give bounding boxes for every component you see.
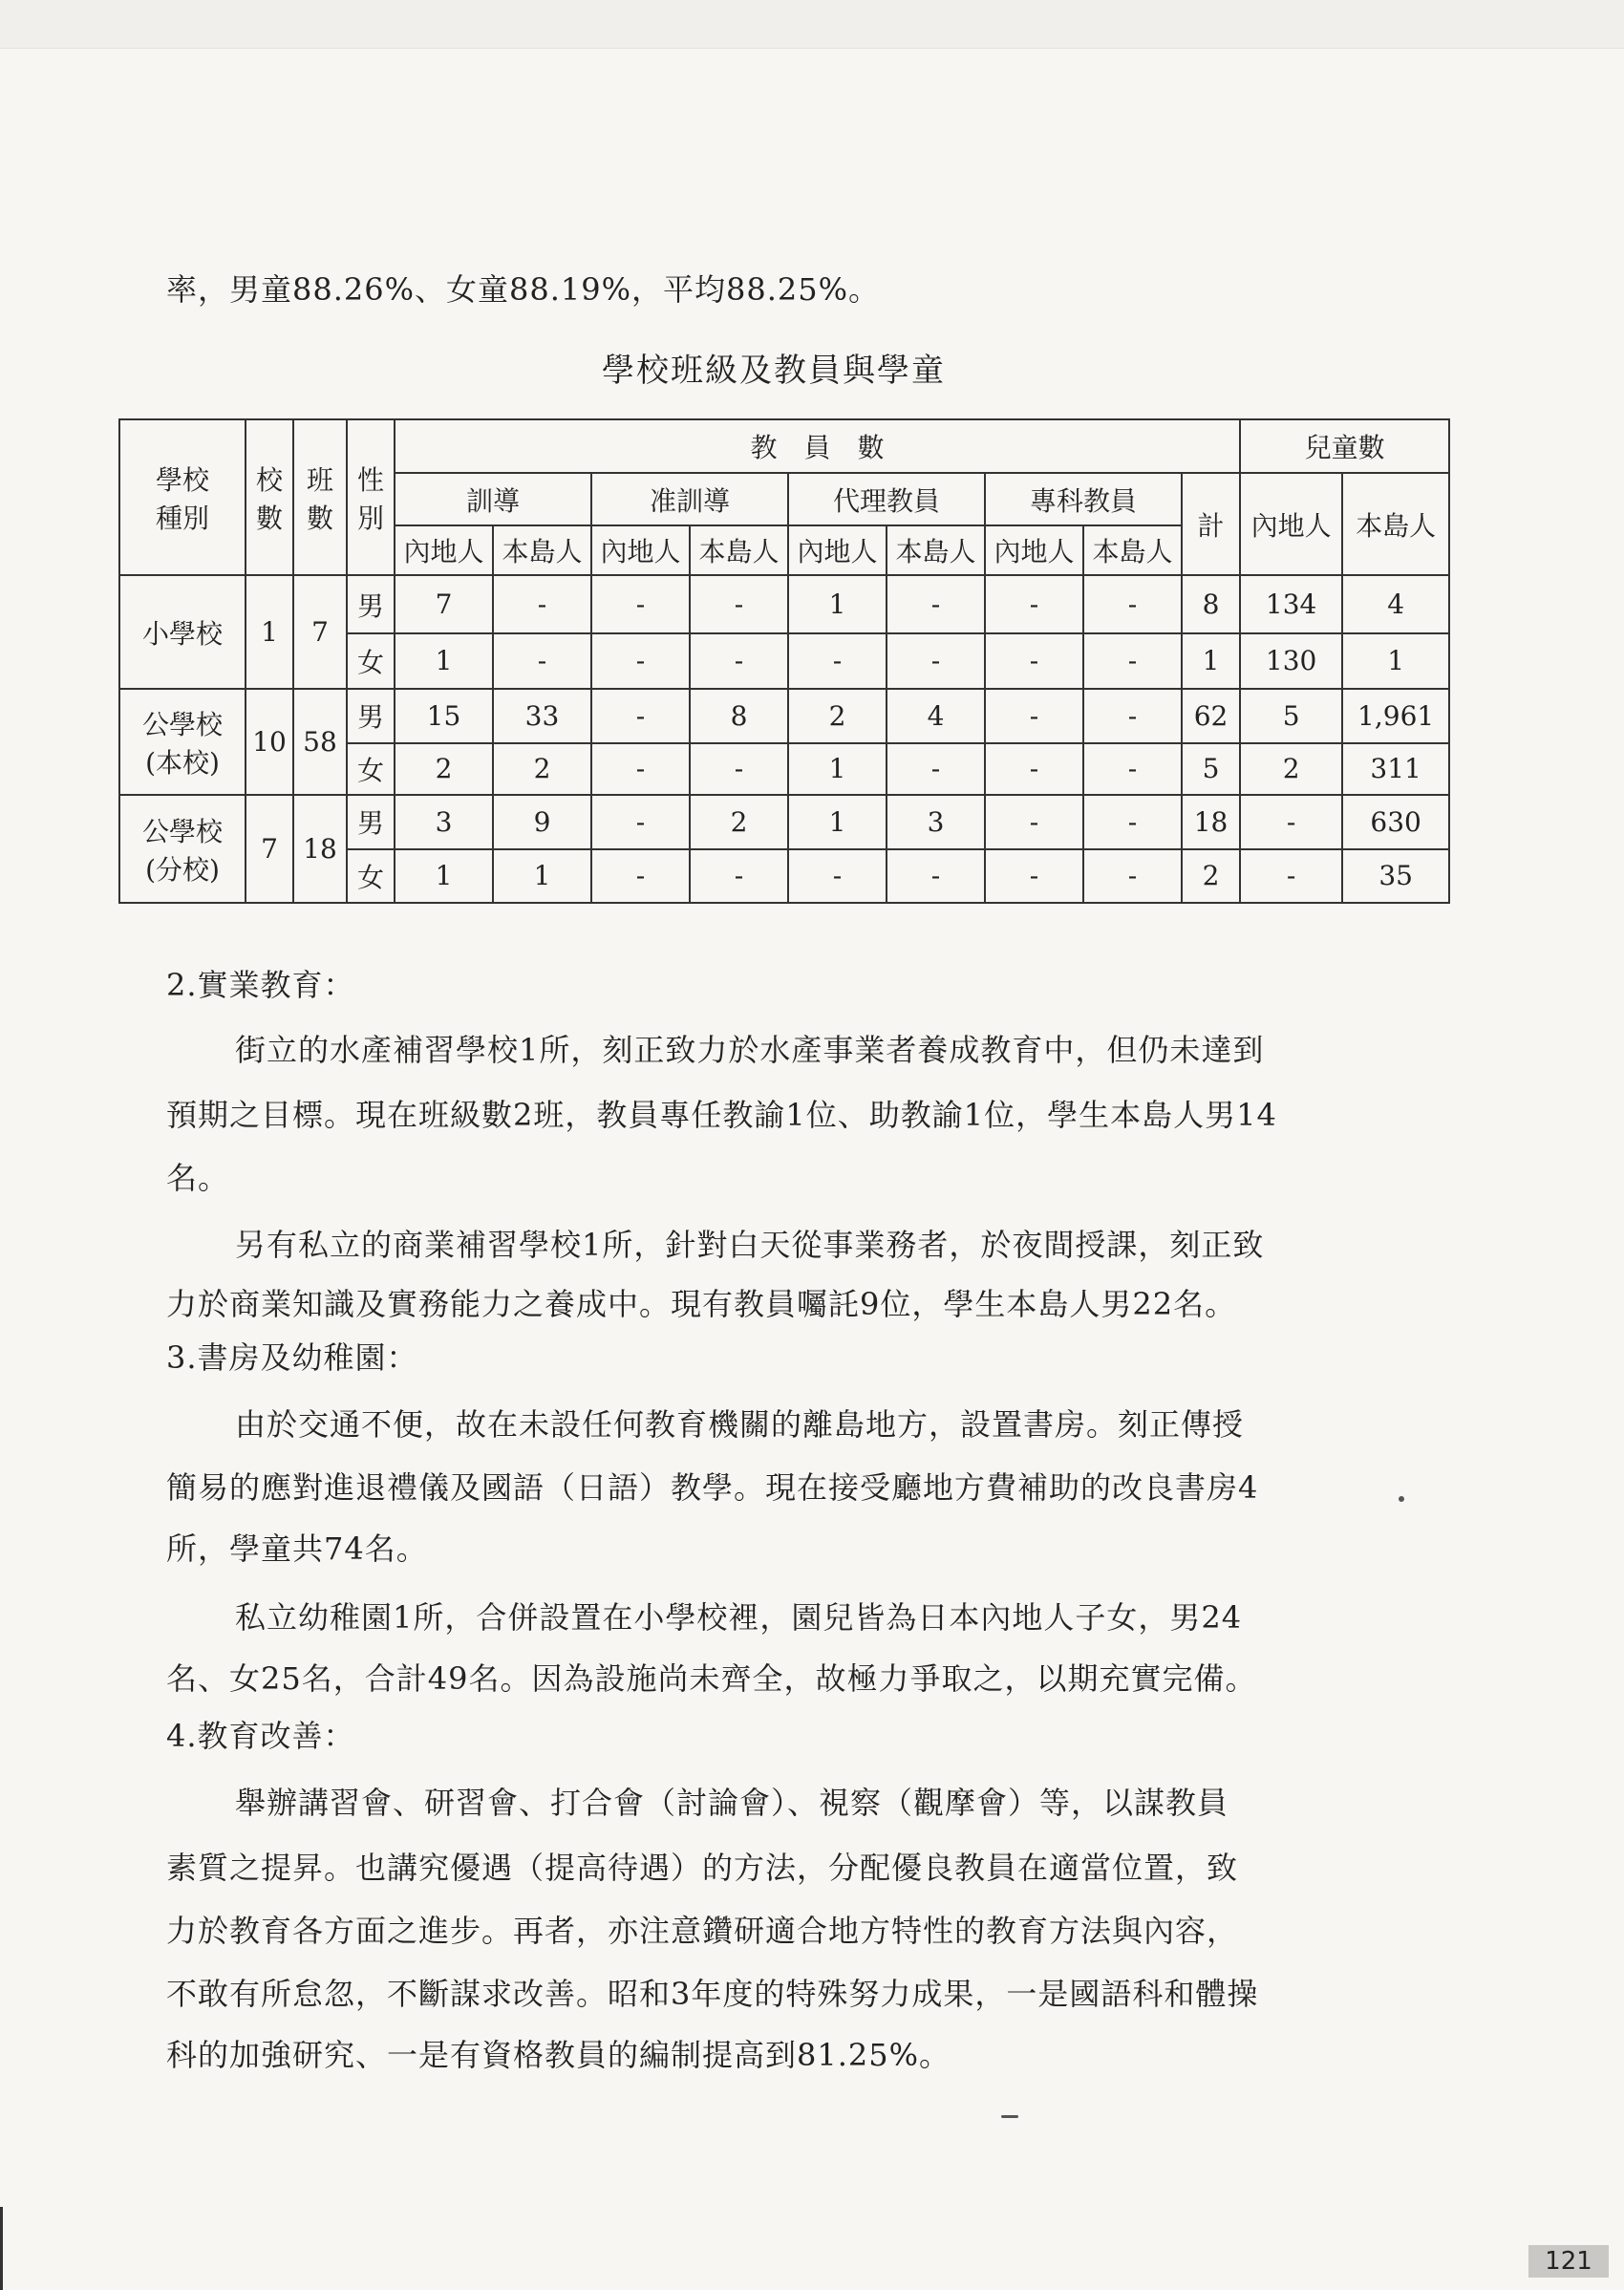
table-cell: - <box>1083 743 1182 795</box>
sex-cell: 女 <box>347 849 395 904</box>
header-honto: 本島人 <box>1083 525 1182 575</box>
header-teachers: 教 員 數 <box>395 419 1240 473</box>
header-naichi: 內地人 <box>395 525 493 575</box>
school-type-cell <box>119 575 246 689</box>
table-cell: 1 <box>788 575 887 632</box>
header-sex <box>347 419 395 575</box>
school-type-name: 小學校 <box>141 617 223 650</box>
header-text: 種別 <box>155 502 209 534</box>
table-cell: - <box>887 575 985 632</box>
header-text: 學校 <box>155 463 209 496</box>
table-cell: - <box>591 575 690 632</box>
table-cell: - <box>591 689 690 742</box>
sex-cell: 女 <box>347 743 395 795</box>
header-text: 數 <box>306 502 333 534</box>
class-count-cell: 18 <box>293 795 347 903</box>
header-total: 計 <box>1182 473 1240 575</box>
table-cell: - <box>887 743 985 795</box>
table-cell: 62 <box>1182 689 1240 742</box>
table-row <box>119 575 1449 632</box>
table-caption: 學校班級及教員與學童 <box>602 352 946 390</box>
table-cell: 2 <box>395 743 493 795</box>
sex-cell: 男 <box>347 795 395 848</box>
paragraph-line: 素質之提昇。也講究優遇（提高待遇）的方法，分配優良教員在適當位置，致 <box>166 1850 1239 1886</box>
header-children-honto: 本島人 <box>1342 473 1449 575</box>
table-cell: - <box>690 633 788 689</box>
table-cell: 2 <box>690 795 788 848</box>
header-school-type <box>119 419 246 575</box>
table-cell: 1 <box>788 743 887 795</box>
section-heading: 2.實業教育： <box>166 967 355 1003</box>
table-cell: 1 <box>493 849 591 904</box>
table-cell: 134 <box>1240 575 1342 632</box>
table-cell: - <box>788 849 887 904</box>
table-cell: - <box>985 849 1083 904</box>
table-cell: - <box>1083 689 1182 742</box>
table-cell: 1,961 <box>1342 689 1449 742</box>
table-cell: - <box>887 849 985 904</box>
paragraph-line: 另有私立的商業補習學校1所，針對白天從事業務者，於夜間授課，刻正致 <box>235 1227 1265 1263</box>
table-cell: - <box>690 575 788 632</box>
header-honto: 本島人 <box>887 525 985 575</box>
paragraph-line: 舉辦講習會、研習會、打合會（討論會）、視察（觀摩會）等，以謀教員 <box>235 1785 1229 1821</box>
table-cell: 1 <box>395 849 493 904</box>
table-cell: - <box>985 743 1083 795</box>
scan-speck <box>1001 2115 1018 2118</box>
school-statistics-table <box>118 418 1450 904</box>
school-type-subname: (本校) <box>145 746 220 779</box>
table-cell: - <box>985 689 1083 742</box>
school-count-cell: 1 <box>246 575 293 689</box>
school-type-cell <box>119 795 246 903</box>
sex-cell: 男 <box>347 575 395 632</box>
table-cell: 1 <box>788 795 887 848</box>
paragraph-line: 所，學童共74名。 <box>166 1530 428 1567</box>
table-cell: 9 <box>493 795 591 848</box>
table-cell: - <box>985 575 1083 632</box>
table-cell: 2 <box>788 689 887 742</box>
paragraph-line: 街立的水產補習學校1所，刻正致力於水產事業者養成教育中，但仍未達到 <box>235 1032 1265 1068</box>
paragraph-line: 率，男童88.26%、女童88.19%，平均88.25%。 <box>166 271 881 308</box>
header-text: 校 <box>255 463 283 496</box>
table-cell: - <box>591 743 690 795</box>
table-cell: 33 <box>493 689 591 742</box>
paragraph-line: 簡易的應對進退禮儀及國語（日語）教學。現在接受廳地方費補助的改良書房4 <box>166 1469 1259 1506</box>
table-cell: - <box>591 795 690 848</box>
table-cell: - <box>1083 575 1182 632</box>
header-text: 數 <box>255 502 283 534</box>
table-cell: 5 <box>1240 689 1342 742</box>
table-cell: 8 <box>1182 575 1240 632</box>
header-kundo: 訓導 <box>395 473 591 524</box>
sex-cell: 女 <box>347 633 395 689</box>
header-text: 班 <box>306 463 333 496</box>
table-cell: 1 <box>1342 633 1449 689</box>
header-class-count <box>293 419 347 575</box>
header-school-count <box>246 419 293 575</box>
class-count-cell: 58 <box>293 689 347 795</box>
table-cell: - <box>1240 795 1342 848</box>
table-cell: 35 <box>1342 849 1449 904</box>
table-cell: 8 <box>690 689 788 742</box>
section-heading: 3.書房及幼稚園： <box>166 1339 418 1376</box>
paragraph-line: 力於教育各方面之進步。再者，亦注意鑽研適合地方特性的教育方法與內容， <box>166 1913 1239 1949</box>
table-row <box>119 795 1449 848</box>
header-specialist-teacher: 專科教員 <box>985 473 1182 524</box>
school-type-cell <box>119 689 246 795</box>
paragraph-line: 預期之目標。現在班級數2班，教員專任教諭1位、助教諭1位，學生本島人男14 <box>166 1097 1277 1133</box>
table-cell: 2 <box>493 743 591 795</box>
paragraph-line: 力於商業知識及實務能力之養成中。現有教員囑託9位，學生本島人男22名。 <box>166 1286 1237 1322</box>
table-cell: - <box>690 849 788 904</box>
table-cell: - <box>1240 849 1342 904</box>
sex-cell: 男 <box>347 689 395 742</box>
table-cell: 2 <box>1182 849 1240 904</box>
page-number: 121 <box>1528 2245 1609 2278</box>
school-type-subname: (分校) <box>145 853 220 886</box>
table-cell: - <box>591 633 690 689</box>
table-cell: 18 <box>1182 795 1240 848</box>
table-cell: - <box>591 849 690 904</box>
table-cell: 1 <box>395 633 493 689</box>
header-honto: 本島人 <box>493 525 591 575</box>
table-cell: 630 <box>1342 795 1449 848</box>
table-cell: - <box>1083 633 1182 689</box>
table-row <box>119 689 1449 742</box>
paragraph-line: 科的加強研究、一是有資格教員的編制提高到81.25%。 <box>166 2037 951 2073</box>
school-count-cell: 10 <box>246 689 293 795</box>
school-count-cell: 7 <box>246 795 293 903</box>
table-cell: - <box>985 633 1083 689</box>
header-naichi: 內地人 <box>788 525 887 575</box>
scan-speck <box>1399 1496 1404 1502</box>
table-cell: - <box>887 633 985 689</box>
table-cell: - <box>788 633 887 689</box>
scan-top-band <box>0 0 1624 49</box>
table-cell: 7 <box>395 575 493 632</box>
table-cell: - <box>493 633 591 689</box>
table-cell: 4 <box>887 689 985 742</box>
table-cell: 2 <box>1240 743 1342 795</box>
class-count-cell: 7 <box>293 575 347 689</box>
header-children-naichi: 內地人 <box>1240 473 1342 575</box>
table-cell: 311 <box>1342 743 1449 795</box>
table-cell: - <box>690 743 788 795</box>
header-substitute-teacher: 代理教員 <box>788 473 985 524</box>
header-children: 兒童數 <box>1240 419 1449 473</box>
paragraph-line: 不敢有所怠忽，不斷謀求改善。昭和3年度的特殊努力成果，一是國語科和體操 <box>166 1976 1259 2012</box>
table-cell: 15 <box>395 689 493 742</box>
header-jun-kundo: 准訓導 <box>591 473 788 524</box>
school-type-name: 公學校 <box>141 815 223 847</box>
table-cell: 5 <box>1182 743 1240 795</box>
table-cell: - <box>1083 795 1182 848</box>
table-cell: - <box>493 575 591 632</box>
paragraph-line: 由於交通不便，故在未設任何教育機關的離島地方，設置書房。刻正傳授 <box>235 1406 1245 1443</box>
table-cell: 4 <box>1342 575 1449 632</box>
paragraph-line: 名。 <box>166 1160 230 1196</box>
header-text: 別 <box>356 502 384 534</box>
header-naichi: 內地人 <box>985 525 1083 575</box>
section-heading: 4.教育改善： <box>166 1718 355 1754</box>
paragraph-line: 名、女25名，合計49名。因為設施尚未齊全，故極力爭取之，以期充實完備。 <box>166 1660 1257 1697</box>
header-honto: 本島人 <box>690 525 788 575</box>
school-type-name: 公學校 <box>141 708 223 740</box>
header-text: 性 <box>356 463 384 496</box>
table-cell: 130 <box>1240 633 1342 689</box>
header-naichi: 內地人 <box>591 525 690 575</box>
table-cell: 3 <box>395 795 493 848</box>
paragraph-line: 私立幼稚園1所，合併設置在小學校裡，園兒皆為日本內地人子女，男24 <box>235 1599 1243 1636</box>
scan-edge-mark <box>0 2207 3 2290</box>
table-cell: - <box>1083 849 1182 904</box>
table-cell: 3 <box>887 795 985 848</box>
table-cell: 1 <box>1182 633 1240 689</box>
table-cell: - <box>985 795 1083 848</box>
